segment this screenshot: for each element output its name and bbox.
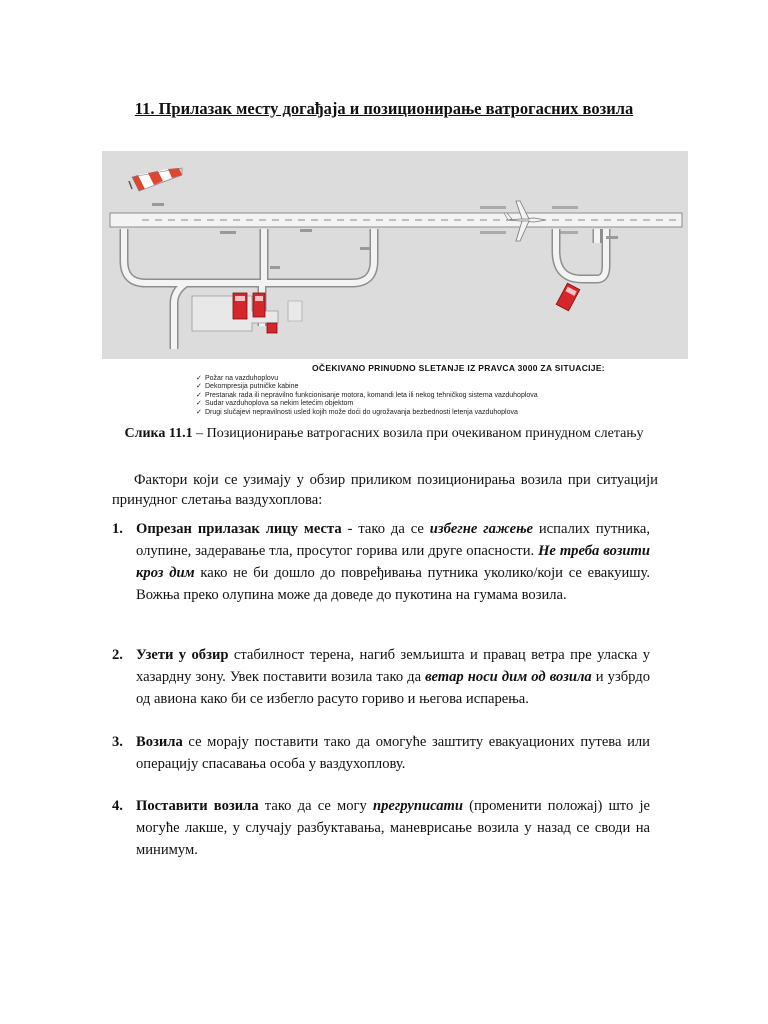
legend-item [196,383,538,391]
legend-item-text: Sudar vazduhoplova sa nekim letećim objektom [205,400,354,408]
caption-label: Слика 11.1 [124,426,193,441]
check-icon: ✓ [196,408,202,416]
item-lead: Опрезан прилазак лицу места [136,521,342,537]
fire-truck-icon [253,293,265,317]
item-number: 2. [112,647,123,663]
check-icon: ✓ [196,391,202,399]
item-text: се морају поставити тако да омогуће заштиту евакуационих путева или операцију спасавања особа у ваздухоплову. [136,734,650,772]
legend-item [196,392,538,400]
figure-legend [196,362,676,418]
item-number: 3. [112,734,123,750]
fire-truck-icon [267,323,277,333]
list-item [112,731,650,775]
page-title: 11. Прилазак месту догађаја и позиционирање ватрогасних возила [134,99,634,118]
item-emphasis: избегне гажење [429,521,533,537]
legend-item [196,409,538,417]
item-text: (променити положај) што је могуће лакше, у случају разбуктавања, маневрисање возила у назад се своди на минимум. [136,798,650,858]
caption-text: – Позиционирање ватрогасних возила при очекиваном принудном слетању [192,426,644,441]
item-body [136,644,650,710]
item-text: - тако да се [341,521,430,537]
list-item [112,644,650,710]
item-lead: Возила [136,734,183,750]
item-number: 4. [112,798,123,814]
legend-item-text: Požar na vazduhoplovu [205,375,279,382]
legend-item-text: Dekompresija putničke kabine [205,383,299,391]
item-emphasis: Не треба возити кроз дим [136,543,650,581]
airport-diagram-svg [102,151,688,359]
item-text: испалих путника, олупине, задеравање тла, просутог горива или друге опасности. [136,521,650,559]
check-icon: ✓ [196,375,202,382]
item-text: и узбрдо од авиона како би се избегло расуто гориво и његова испарења. [136,669,650,707]
check-icon: ✓ [196,400,202,408]
airport-diagram [102,151,688,359]
check-icon: ✓ [196,383,202,391]
item-number: 1. [112,521,123,537]
fire-truck-icon [233,293,247,319]
legend-item [196,375,538,383]
item-body [136,795,650,861]
legend-list [196,375,538,417]
item-body [136,518,650,606]
item-text: тако да се могу [258,798,373,814]
figure-caption [0,426,768,442]
legend-header: OČEKIVANO PRINUDNO SLETANJE IZ PRAVCA 3000 ZA SITUACIJE: [312,363,605,373]
legend-item-text: Prestanak rada ili nepravilno funkcionisanje motora, komandi leta ili nekog tehničkog sistema vazduhoplova [205,391,538,399]
item-text: стабилност терена, нагиб земљишта и правац ветра пре уласка у хазардну зону. Увек поставити возила тако да [136,647,650,685]
list-item [112,795,650,861]
legend-item-text: Drugi slučajevi nepravilnosti usled kojih može doći do ugrožavanja bezbednosti letenja vazduhoplova [205,408,518,416]
item-lead: Узети у обзир [136,647,229,663]
list-item [112,518,650,606]
item-body [136,731,650,775]
intro-paragraph: Фактори који се узимају у обзир приликом позиционирања возила при ситуацији принудног слетања ваздухоплова: [112,472,658,508]
item-lead: Поставити возила [136,798,259,814]
item-emphasis: прегруписати [373,798,463,814]
item-emphasis: ветар носи дим од возила [425,669,592,685]
legend-item [196,400,538,408]
item-text: како не би дошло до повређивања путника уколико/који се евакуишу. Вожња преко олупина може да доведе до пукотина на гумама возила. [136,565,650,603]
